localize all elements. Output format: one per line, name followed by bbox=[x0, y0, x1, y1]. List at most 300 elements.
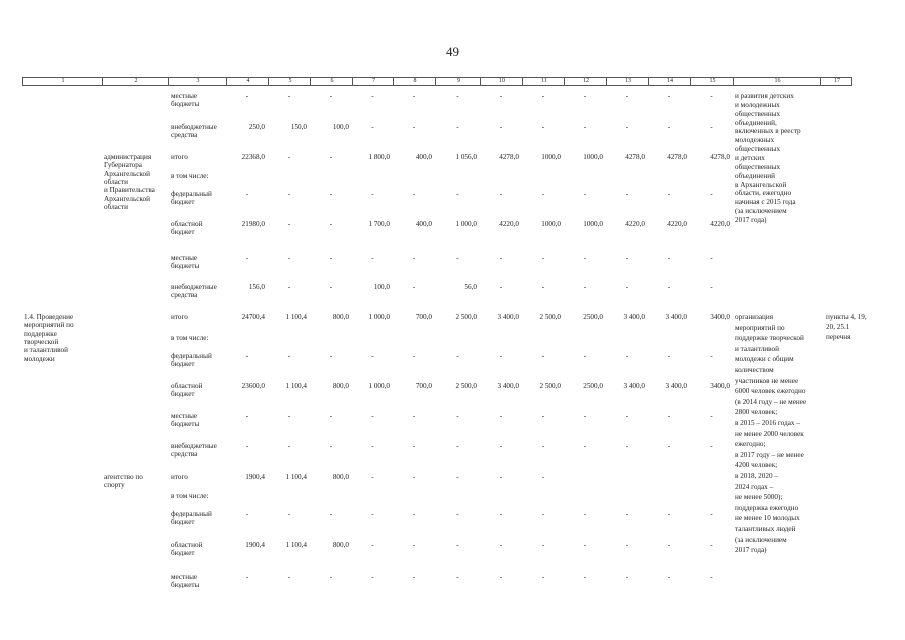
funding-amount: - bbox=[329, 283, 333, 291]
event-title: поддержке bbox=[24, 329, 57, 338]
funding-amount: - bbox=[412, 283, 416, 291]
funding-amount: - bbox=[583, 190, 587, 198]
funding-amount: - bbox=[625, 510, 629, 518]
funding-amount: - bbox=[499, 254, 503, 262]
funding-amount: - bbox=[329, 220, 333, 228]
column-number-5: 5 bbox=[288, 78, 292, 84]
expected-result: 4200 человек; bbox=[735, 461, 778, 470]
funding-source-label: бюджеты bbox=[171, 581, 200, 590]
expected-result: молодежи с общим bbox=[735, 355, 794, 364]
expected-result: 2800 человек; bbox=[735, 408, 778, 417]
funding-amount: - bbox=[371, 573, 374, 581]
funding-source-label: итого bbox=[171, 473, 188, 481]
funding-amount: - bbox=[583, 92, 587, 100]
expected-result: (за исключением bbox=[735, 535, 787, 544]
responsible-executor: спорту bbox=[104, 481, 125, 490]
expected-result: участников не менее bbox=[735, 376, 799, 385]
funding-amount: 1 000,0 bbox=[455, 220, 477, 228]
funding-amount: 1 000,0 bbox=[368, 382, 390, 390]
responsible-executor: Архангельской bbox=[104, 169, 150, 178]
funding-amount: 3 400,0 bbox=[497, 313, 519, 321]
funding-amount: - bbox=[541, 473, 545, 481]
funding-amount: 100,0 bbox=[373, 283, 390, 291]
funding-amount: - bbox=[667, 92, 671, 100]
expected-result: ежегодно; bbox=[735, 440, 766, 449]
funding-amount: 156,0 bbox=[248, 283, 265, 291]
expected-result: поддержка ежегодно bbox=[735, 503, 799, 512]
funding-amount: - bbox=[412, 254, 416, 262]
column-number-7: 7 bbox=[372, 78, 375, 84]
funding-amount: 1000,0 bbox=[541, 153, 561, 161]
funding-amount: - bbox=[456, 254, 459, 262]
funding-amount: - bbox=[499, 352, 503, 360]
funding-source-label: бюджет bbox=[171, 228, 195, 237]
column-number-14: 14 bbox=[667, 78, 673, 84]
expected-result: включенных в реестр bbox=[735, 127, 801, 136]
column-number-header bbox=[22, 77, 852, 86]
funding-amount: - bbox=[541, 283, 545, 291]
funding-amount: - bbox=[371, 541, 374, 549]
funding-amount: - bbox=[287, 254, 291, 262]
funding-source-label: средства bbox=[171, 450, 198, 459]
column-divider bbox=[733, 78, 734, 85]
funding-amount: 2 500,0 bbox=[455, 313, 477, 321]
funding-amount: 4220,0 bbox=[710, 220, 730, 228]
funding-amount: - bbox=[412, 412, 416, 420]
funding-source-label: итого bbox=[171, 153, 188, 161]
funding-amount: - bbox=[625, 283, 629, 291]
column-divider bbox=[226, 78, 227, 85]
funding-source-label: областной bbox=[171, 541, 203, 549]
funding-source-label: федеральный bbox=[171, 190, 212, 198]
funding-amount: - bbox=[541, 190, 545, 198]
funding-amount: - bbox=[625, 123, 629, 131]
funding-source-label: областной bbox=[171, 382, 203, 390]
funding-amount: - bbox=[710, 283, 713, 291]
funding-amount: 250,0 bbox=[248, 123, 265, 131]
funding-source-label: бюджет bbox=[171, 549, 195, 558]
funding-amount: 1 100,4 bbox=[285, 473, 307, 481]
funding-amount: 1 100,4 bbox=[285, 313, 307, 321]
funding-amount: 800,0 bbox=[332, 313, 349, 321]
funding-amount: - bbox=[710, 92, 713, 100]
column-number-6: 6 bbox=[330, 78, 334, 84]
funding-source-label: бюджет bbox=[171, 518, 195, 527]
funding-amount: - bbox=[456, 473, 459, 481]
expected-result: 2024 годах – bbox=[735, 482, 774, 491]
funding-amount: - bbox=[245, 352, 249, 360]
funding-amount: 1 000,0 bbox=[368, 313, 390, 321]
expected-result: объединений bbox=[735, 171, 775, 180]
expected-result: и молодежных bbox=[735, 100, 780, 109]
funding-amount: 1000,0 bbox=[583, 220, 603, 228]
expected-result: в Архангельской bbox=[735, 180, 787, 189]
expected-result: (в 2014 году – не менее bbox=[735, 397, 807, 406]
event-title: молодежи bbox=[24, 354, 55, 363]
funding-amount: 4278,0 bbox=[667, 153, 687, 161]
expected-result: в 2018, 2020 – bbox=[735, 472, 778, 480]
funding-amount: - bbox=[456, 412, 459, 420]
expected-result: в 2015 – 2016 годах – bbox=[735, 419, 800, 427]
funding-amount: - bbox=[456, 92, 459, 100]
funding-amount: - bbox=[583, 123, 587, 131]
funding-source-label: бюджеты bbox=[171, 262, 200, 271]
funding-amount: 24700,4 bbox=[241, 313, 265, 321]
funding-amount: - bbox=[499, 442, 503, 450]
funding-source-label: бюджеты bbox=[171, 420, 200, 429]
funding-amount: 1 700,0 bbox=[368, 220, 390, 228]
funding-amount: 3 400,0 bbox=[623, 382, 645, 390]
funding-amount: - bbox=[412, 473, 416, 481]
funding-amount: - bbox=[329, 510, 333, 518]
expected-result: начиная с 2015 года bbox=[735, 198, 796, 207]
funding-amount: - bbox=[412, 510, 416, 518]
funding-amount: 700,0 bbox=[415, 382, 432, 390]
funding-amount: 4278,0 bbox=[499, 153, 519, 161]
funding-amount: - bbox=[625, 541, 629, 549]
funding-amount: - bbox=[667, 412, 671, 420]
funding-amount: - bbox=[710, 442, 713, 450]
funding-amount: 2 500,0 bbox=[455, 382, 477, 390]
funding-amount: - bbox=[710, 190, 713, 198]
funding-amount: 3400,0 bbox=[710, 382, 730, 390]
expected-result: 2017 года) bbox=[735, 215, 767, 224]
column-number-16: 16 bbox=[774, 78, 781, 84]
column-number-9: 9 bbox=[457, 78, 460, 84]
funding-amount: 3 400,0 bbox=[623, 313, 645, 321]
funding-amount: - bbox=[245, 442, 249, 450]
funding-amount: - bbox=[371, 442, 374, 450]
column-number-2: 2 bbox=[134, 78, 138, 84]
list-reference: перечня bbox=[826, 332, 851, 341]
funding-amount: - bbox=[710, 510, 713, 518]
funding-source-label: внебюджетные bbox=[171, 442, 217, 450]
page-number: 49 bbox=[446, 44, 459, 59]
funding-amount: - bbox=[329, 573, 333, 581]
funding-amount: - bbox=[625, 442, 629, 450]
funding-amount: - bbox=[667, 573, 671, 581]
funding-amount: - bbox=[541, 254, 545, 262]
funding-amount: 56,0 bbox=[464, 283, 477, 291]
funding-amount: - bbox=[456, 352, 459, 360]
funding-amount: 1 100,4 bbox=[285, 541, 307, 549]
funding-amount: - bbox=[583, 412, 587, 420]
funding-amount: - bbox=[371, 254, 374, 262]
funding-amount: - bbox=[499, 510, 503, 518]
funding-amount: - bbox=[287, 412, 291, 420]
expected-result: организация bbox=[735, 313, 774, 321]
expected-result: и детских bbox=[735, 153, 765, 162]
event-title: и талантливой bbox=[24, 346, 68, 355]
column-divider bbox=[310, 78, 311, 85]
funding-amount: - bbox=[412, 92, 416, 100]
funding-amount: 800,0 bbox=[332, 473, 349, 481]
funding-amount: - bbox=[245, 92, 249, 100]
funding-source-label: в том числе: bbox=[171, 334, 209, 342]
column-divider bbox=[480, 78, 481, 85]
funding-amount: 2500,0 bbox=[583, 382, 603, 390]
funding-amount: - bbox=[583, 352, 587, 360]
funding-amount: 1 100,4 bbox=[285, 382, 307, 390]
funding-amount: - bbox=[499, 473, 503, 481]
funding-amount: - bbox=[625, 412, 629, 420]
column-number-8: 8 bbox=[413, 78, 417, 84]
expected-result: молодежных bbox=[735, 136, 775, 145]
funding-amount: - bbox=[710, 412, 713, 420]
funding-source-label: федеральный bbox=[171, 510, 212, 518]
funding-amount: 4278,0 bbox=[625, 153, 645, 161]
responsible-executor: области bbox=[104, 177, 129, 186]
column-divider bbox=[606, 78, 607, 85]
column-number-3: 3 bbox=[196, 78, 200, 84]
column-divider bbox=[522, 78, 523, 85]
funding-amount: 1900,4 bbox=[245, 541, 265, 549]
column-divider bbox=[102, 78, 103, 85]
funding-amount: 4220,0 bbox=[667, 220, 687, 228]
funding-amount: - bbox=[371, 190, 374, 198]
funding-amount: - bbox=[625, 352, 629, 360]
funding-amount: - bbox=[667, 190, 671, 198]
funding-source-label: бюджет bbox=[171, 198, 195, 207]
column-divider bbox=[393, 78, 394, 85]
funding-amount: - bbox=[329, 412, 333, 420]
funding-amount: - bbox=[583, 283, 587, 291]
funding-source-label: в том числе: bbox=[171, 172, 209, 180]
responsible-executor: администрация bbox=[104, 153, 152, 161]
funding-amount: - bbox=[541, 92, 545, 100]
funding-amount: - bbox=[499, 412, 503, 420]
funding-source-label: итого bbox=[171, 313, 188, 321]
expected-result: общественных bbox=[735, 162, 781, 171]
funding-amount: - bbox=[583, 573, 587, 581]
funding-amount: - bbox=[245, 412, 249, 420]
funding-amount: - bbox=[287, 352, 291, 360]
funding-amount: - bbox=[499, 573, 503, 581]
funding-source-label: местные bbox=[171, 92, 198, 100]
funding-amount: - bbox=[371, 92, 374, 100]
column-number-12: 12 bbox=[583, 78, 589, 84]
funding-amount: - bbox=[667, 123, 671, 131]
funding-amount: - bbox=[710, 573, 713, 581]
funding-amount: - bbox=[583, 541, 587, 549]
responsible-executor: Архангельской bbox=[104, 194, 150, 203]
funding-amount: - bbox=[541, 541, 545, 549]
responsible-executor: области bbox=[104, 202, 129, 211]
funding-source-label: внебюджетные bbox=[171, 283, 217, 291]
funding-amount: - bbox=[499, 123, 503, 131]
funding-amount: 800,0 bbox=[332, 382, 349, 390]
funding-amount: - bbox=[287, 510, 291, 518]
funding-amount: 22368,0 bbox=[241, 153, 265, 161]
funding-amount: - bbox=[287, 220, 291, 228]
funding-amount: - bbox=[245, 510, 249, 518]
funding-source-label: местные bbox=[171, 254, 198, 262]
expected-result: мероприятий по bbox=[735, 323, 785, 332]
funding-amount: 400,0 bbox=[415, 220, 432, 228]
funding-amount: 1 056,0 bbox=[455, 153, 477, 161]
funding-source-label: внебюджетные bbox=[171, 123, 217, 131]
expected-result: не менее 5000); bbox=[735, 493, 783, 502]
funding-amount: - bbox=[371, 352, 374, 360]
expected-result: (за исключением bbox=[735, 207, 787, 216]
funding-amount: 4278,0 bbox=[710, 153, 730, 161]
funding-amount: - bbox=[667, 541, 671, 549]
event-title: мероприятий по bbox=[24, 321, 74, 330]
funding-source-label: средства bbox=[171, 291, 198, 300]
funding-source-label: бюджет bbox=[171, 360, 195, 369]
funding-amount: - bbox=[456, 510, 459, 518]
funding-amount: - bbox=[456, 573, 459, 581]
funding-source-label: федеральный bbox=[171, 352, 212, 360]
funding-amount: - bbox=[371, 473, 374, 481]
column-divider bbox=[648, 78, 649, 85]
funding-source-label: местные bbox=[171, 412, 198, 420]
funding-amount: - bbox=[583, 254, 587, 262]
funding-amount: - bbox=[583, 510, 587, 518]
expected-result: общественных bbox=[735, 145, 781, 154]
funding-amount: 700,0 bbox=[415, 313, 432, 321]
funding-amount: - bbox=[499, 541, 503, 549]
funding-amount: - bbox=[412, 123, 416, 131]
funding-amount: - bbox=[412, 352, 416, 360]
column-divider bbox=[168, 78, 169, 85]
funding-amount: 800,0 bbox=[332, 541, 349, 549]
funding-amount: - bbox=[371, 412, 374, 420]
funding-amount: - bbox=[541, 352, 545, 360]
column-number-11: 11 bbox=[541, 78, 547, 84]
funding-source-label: в том числе: bbox=[171, 492, 209, 500]
expected-result: в 2017 году – не менее bbox=[735, 450, 804, 459]
funding-amount: - bbox=[287, 190, 291, 198]
expected-result: объединений, bbox=[735, 118, 777, 127]
funding-amount: - bbox=[667, 283, 671, 291]
event-title: 1.4. Проведение bbox=[24, 313, 74, 321]
funding-amount: 1 800,0 bbox=[368, 153, 390, 161]
responsible-executor: Губернатора bbox=[104, 161, 142, 170]
funding-amount: - bbox=[541, 123, 545, 131]
funding-amount: - bbox=[456, 190, 459, 198]
funding-amount: 3 400,0 bbox=[665, 382, 687, 390]
column-number-17: 17 bbox=[834, 78, 840, 84]
funding-amount: - bbox=[625, 190, 629, 198]
column-number-4: 4 bbox=[246, 78, 250, 84]
funding-source-label: средства bbox=[171, 131, 198, 140]
funding-amount: - bbox=[245, 190, 249, 198]
column-number-10: 10 bbox=[499, 78, 505, 84]
event-title: творческой bbox=[24, 337, 59, 346]
funding-amount: 2 500,0 bbox=[539, 313, 561, 321]
column-number-1: 1 bbox=[61, 78, 65, 84]
expected-result: и талантливой bbox=[735, 344, 779, 353]
funding-source-label: бюджеты bbox=[171, 100, 200, 109]
column-divider bbox=[820, 78, 821, 85]
funding-amount: - bbox=[667, 352, 671, 360]
funding-amount: 21980,0 bbox=[241, 220, 265, 228]
list-reference: пункты 4, 19, bbox=[826, 313, 867, 321]
expected-result: 2017 года) bbox=[735, 546, 767, 555]
funding-amount: 23600,0 bbox=[241, 382, 265, 390]
funding-amount: - bbox=[329, 190, 333, 198]
funding-source-label: местные bbox=[171, 573, 198, 581]
funding-amount: - bbox=[499, 283, 503, 291]
funding-amount: 4220,0 bbox=[625, 220, 645, 228]
column-number-15: 15 bbox=[709, 78, 716, 84]
expected-result: не менее 2000 человек bbox=[735, 429, 804, 438]
funding-amount: - bbox=[541, 573, 545, 581]
responsible-executor: агентство по bbox=[104, 473, 143, 481]
funding-amount: - bbox=[329, 92, 333, 100]
funding-amount: - bbox=[541, 412, 545, 420]
funding-amount: - bbox=[412, 541, 416, 549]
funding-amount: - bbox=[710, 541, 713, 549]
funding-amount: - bbox=[412, 190, 416, 198]
funding-amount: - bbox=[667, 442, 671, 450]
expected-result: области, ежегодно bbox=[735, 189, 792, 198]
column-divider bbox=[435, 78, 436, 85]
expected-result: общественных bbox=[735, 109, 781, 118]
funding-amount: 3 400,0 bbox=[665, 313, 687, 321]
funding-amount: - bbox=[625, 92, 629, 100]
funding-amount: - bbox=[625, 573, 629, 581]
funding-amount: - bbox=[667, 510, 671, 518]
expected-result: 6000 человек ежегодно bbox=[735, 387, 806, 396]
funding-amount: 3 400,0 bbox=[497, 382, 519, 390]
expected-result: поддержке творческой bbox=[735, 334, 804, 343]
funding-amount: 400,0 bbox=[415, 153, 432, 161]
funding-amount: - bbox=[412, 442, 416, 450]
funding-amount: - bbox=[625, 254, 629, 262]
funding-amount: - bbox=[329, 153, 333, 161]
funding-amount: - bbox=[667, 254, 671, 262]
funding-amount: - bbox=[245, 573, 249, 581]
funding-amount: 1000,0 bbox=[583, 153, 603, 161]
funding-amount: - bbox=[710, 352, 713, 360]
list-reference: 20, 25.1 bbox=[826, 322, 850, 331]
funding-amount: 100,0 bbox=[332, 123, 349, 131]
expected-result: не менее 10 молодых bbox=[735, 514, 800, 523]
funding-amount: 2500,0 bbox=[583, 313, 603, 321]
funding-amount: - bbox=[541, 510, 545, 518]
funding-amount: 1000,0 bbox=[541, 220, 561, 228]
funding-amount: - bbox=[710, 254, 713, 262]
funding-amount: - bbox=[287, 573, 291, 581]
expected-result: количеством bbox=[735, 366, 774, 374]
funding-amount: - bbox=[412, 573, 416, 581]
funding-amount: - bbox=[499, 190, 503, 198]
funding-amount: - bbox=[371, 123, 374, 131]
column-number-13: 13 bbox=[625, 78, 631, 84]
funding-amount: - bbox=[541, 442, 545, 450]
column-divider bbox=[564, 78, 565, 85]
funding-source-label: бюджет bbox=[171, 390, 195, 399]
funding-amount: - bbox=[456, 541, 459, 549]
funding-amount: 4220,0 bbox=[499, 220, 519, 228]
funding-amount: 2 500,0 bbox=[539, 382, 561, 390]
funding-amount: 3400,0 bbox=[710, 313, 730, 321]
funding-amount: - bbox=[329, 352, 333, 360]
expected-result: и развития детских bbox=[735, 92, 794, 100]
responsible-executor: и Правительства bbox=[104, 186, 155, 195]
funding-amount: - bbox=[329, 442, 333, 450]
funding-amount: - bbox=[287, 92, 291, 100]
funding-amount: - bbox=[456, 123, 459, 131]
funding-source-label: областной bbox=[171, 220, 203, 228]
expected-result: талантливых людей bbox=[735, 525, 796, 533]
funding-amount: - bbox=[371, 510, 374, 518]
funding-amount: - bbox=[245, 254, 249, 262]
funding-amount: - bbox=[287, 442, 291, 450]
column-divider bbox=[690, 78, 691, 85]
